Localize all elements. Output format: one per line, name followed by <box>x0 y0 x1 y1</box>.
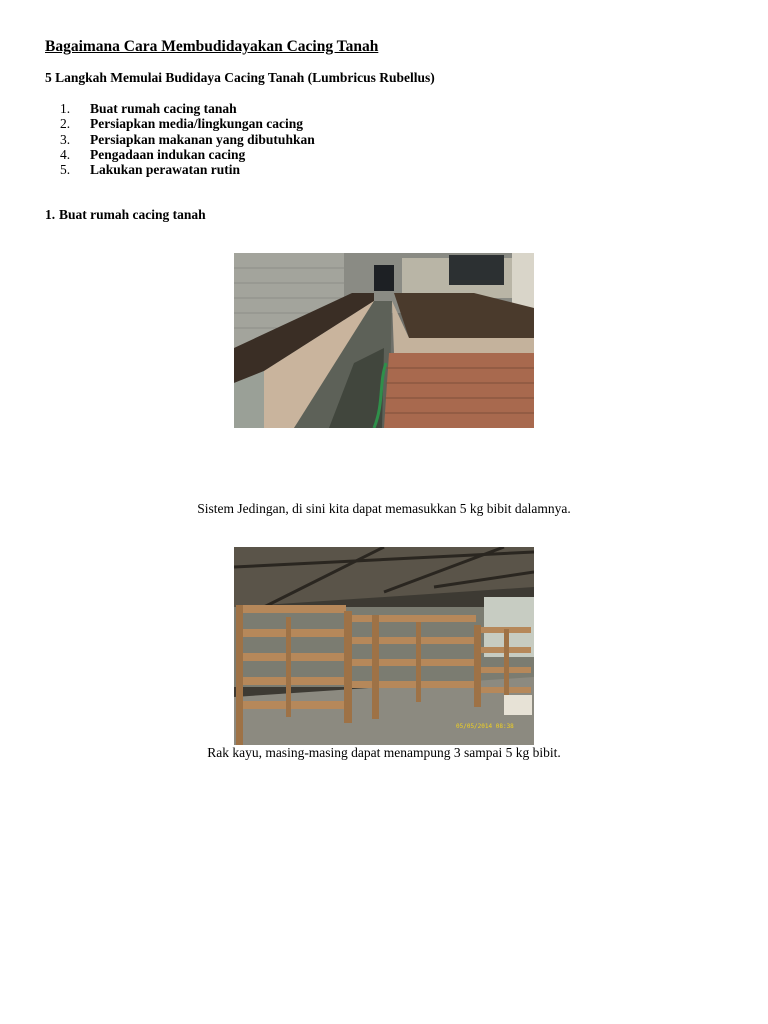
list-item: 4. Pengadaan indukan cacing <box>60 146 246 162</box>
figure-caption: Sistem Jedingan, di sini kita dapat memasukkan 5 kg bibit dalamnya. <box>197 501 571 516</box>
section-heading: 1. Buat rumah cacing tanah <box>45 207 206 222</box>
subtitle: 5 Langkah Memulai Budidaya Cacing Tanah (Lumbricus Rubellus) <box>45 70 435 85</box>
date-stamp: 05/05/2014 08:38 <box>456 723 514 730</box>
steps-list <box>60 101 315 177</box>
photo-wooden-racks <box>234 547 534 745</box>
photo-brick-beds <box>234 253 534 428</box>
list-item: 1. Buat rumah cacing tanah <box>60 101 237 116</box>
list-item: 5. Lakukan perawatan rutin <box>60 162 241 178</box>
page-title: Bagaimana Cara Membudidayakan Cacing Tanah <box>45 38 379 55</box>
figure-caption: Rak kayu, masing-masing dapat menampung 3 sampai 5 kg bibit. <box>207 745 561 760</box>
list-item: 3. Persiapkan makanan yang dibutuhkan <box>60 131 315 147</box>
list-item: 2. Persiapkan media/lingkungan cacing <box>60 116 304 132</box>
